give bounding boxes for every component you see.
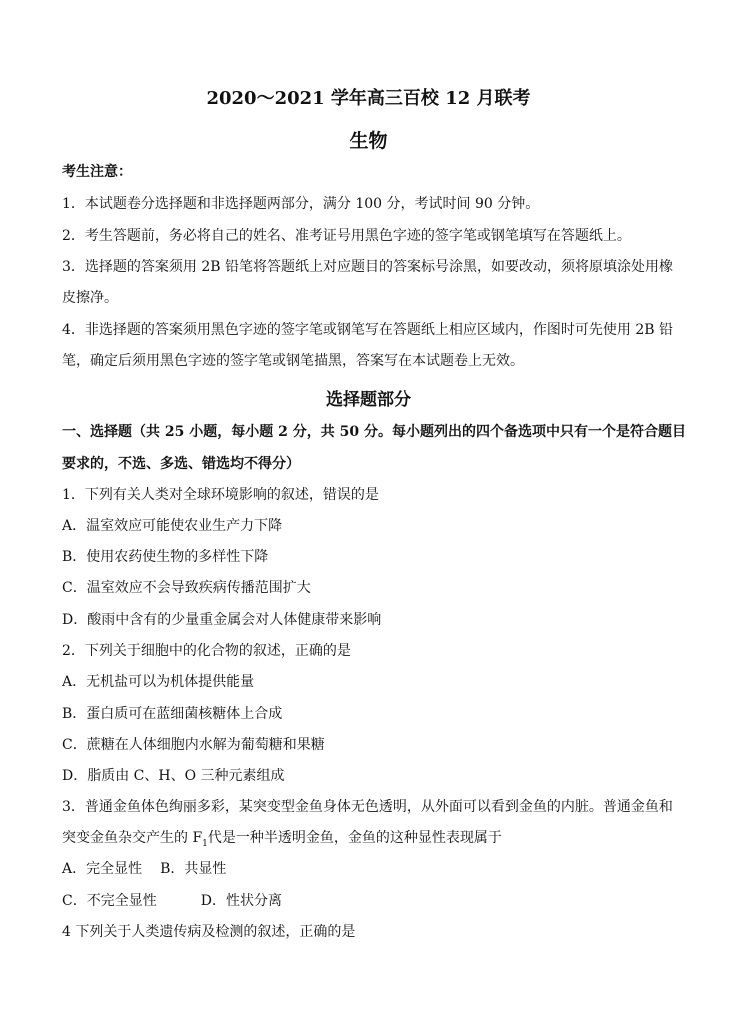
question-3-option-d: D．性状分离 (200, 893, 282, 909)
question-3-option-b: B．共显性 (160, 861, 227, 877)
question-3-option-c: C．不完全显性 (62, 893, 157, 909)
subscript-generation: 1 (202, 838, 208, 849)
notice-item: 4．非选择题的答案须用黑色字迹的签字笔或钢笔写在答题纸上相应区域内，作图时可先使用 2B 铅 (62, 322, 674, 338)
question-1-option-b: B．使用农药使生物的多样性下降 (62, 549, 269, 565)
section-instruction: 一、选择题（共 25 小题，每小题 2 分，共 50 分。每小题列出的四个备选项中只有一个是符合题目 (62, 424, 686, 440)
question-3-stem: 3．普通金鱼体色绚丽多彩，某突变型金鱼身体无色透明，从外面可以看到金鱼的内脏。普通金鱼和 (62, 799, 673, 815)
notice-item-continuation: 皮擦净。 (62, 290, 118, 306)
question-2-stem: 2．下列关于细胞中的化合物的叙述，正确的是 (62, 643, 351, 659)
question-3-option-a: A．完全显性 (62, 861, 143, 877)
section-instruction-continuation: 要求的，不选、多选、错选均不得分） (62, 456, 300, 472)
question-2-option-b: B．蛋白质可在蓝细菌核糖体上合成 (62, 706, 283, 722)
notice-item-continuation: 笔，确定后须用黑色字迹的签字笔或钢笔描黑，答案写在本试题卷上无效。 (62, 353, 524, 369)
question-3-stem-text: 代是一种半透明金鱼，金鱼的这种显性表现属于 (207, 830, 502, 846)
question-1-stem: 1．下列有关人类对全球环境影响的叙述，错误的是 (62, 487, 379, 503)
subject-title: 生物 (349, 130, 388, 152)
question-3-stem-text: 突变金鱼杂交产生的 F (62, 830, 203, 846)
question-1-option-a: A．温室效应可能使农业生产力下降 (62, 518, 283, 534)
notice-heading: 考生注意： (62, 164, 132, 180)
question-2-option-d: D．脂质由 C、H、O 三种元素组成 (62, 768, 285, 784)
exam-title: 2020～2021 学年高三百校 12 月联考 (206, 88, 531, 109)
question-2-option-c: C．蔗糖在人体细胞内水解为葡萄糖和果糖 (62, 737, 325, 753)
question-4-stem: 4 下列关于人类遗传病及检测的叙述，正确的是 (62, 924, 356, 940)
notice-item: 2．考生答题前，务必将自己的姓名、准考证号用黑色字迹的签字笔或钢笔填写在答题纸上。 (62, 228, 631, 244)
question-3-stem-continuation (62, 830, 502, 849)
question-2-option-a: A．无机盐可以为机体提供能量 (62, 674, 255, 690)
question-1-option-d: D．酸雨中含有的少量重金属会对人体健康带来影响 (62, 612, 382, 628)
section-title: 选择题部分 (326, 390, 411, 410)
notice-item: 1．本试题卷分选择题和非选择题两部分，满分 100 分，考试时间 90 分钟。 (62, 196, 540, 212)
question-1-option-c: C．温室效应不会导致疾病传播范围扩大 (62, 580, 311, 596)
question-3-options-row (62, 893, 282, 909)
notice-item: 3．选择题的答案须用 2B 铅笔将答题纸上对应题目的答案标号涂黑，如要改动，须将原填涂处用橡 (62, 259, 674, 275)
question-3-options-row (62, 861, 226, 877)
